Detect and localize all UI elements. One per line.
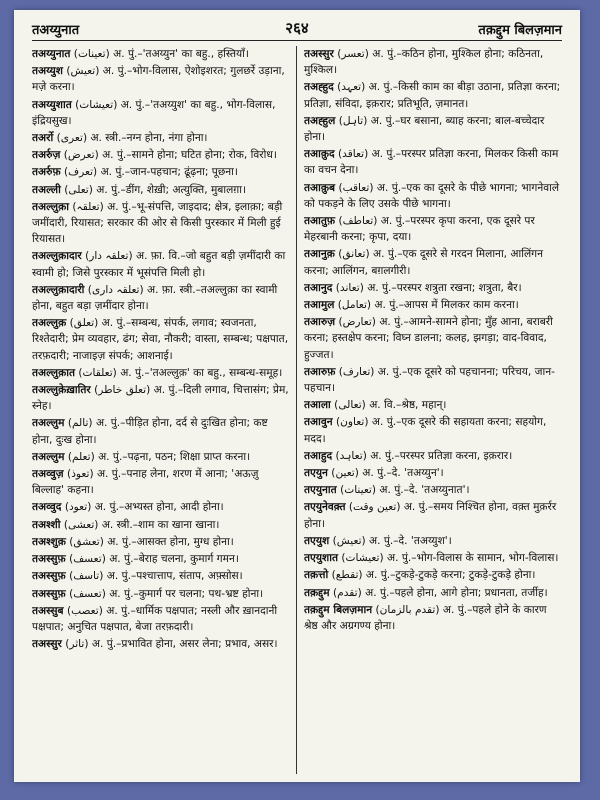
dictionary-entry <box>304 314 562 363</box>
entry-headword: तअर्रुज़ <box>32 149 61 162</box>
entry-urdu-spelling: (تعیش) <box>66 65 100 78</box>
entry-headword: तएयुन <box>304 467 328 480</box>
entry-headword: तअय्युश <box>32 65 63 78</box>
entry-definition: अ. पुं.–दे. 'तअय्युनात'। <box>379 484 470 497</box>
entry-headword: तअल्लुक़ा <box>32 200 69 213</box>
entry-definition: अ. पुं.–बेराह चलना, कुमार्ग गमन। <box>109 553 239 566</box>
entry-urdu-spelling: (تعشی) <box>63 518 99 531</box>
entry-definition: अ. पुं.–सम्बन्ध, संपर्क, लगाव; स्वजनता, रिश्तेदारी; प्रेम व्यवहार, ढंग; सेवा, नौकरी; वास्ता, सम्बन्ध; पक्षपात, तरफ़दारी; नाजाइज़ संपर्क; आशनाई। <box>32 317 289 362</box>
left-column <box>32 46 290 774</box>
entry-definition: अ. पुं.–एक दूसरे को पहचानना; परिचय, जान-पहचान। <box>304 365 555 395</box>
entry-urdu-spelling: (تعاہد) <box>335 449 367 462</box>
entry-urdu-spelling: (تعارف) <box>338 365 375 378</box>
entry-headword: तएयुनेवक़्त <box>304 501 346 514</box>
dictionary-entry <box>304 213 562 245</box>
dictionary-entry <box>304 448 562 464</box>
entry-definition: अ. पुं.–परस्पर प्रतिज्ञा करना, मिलकर किसी काम का वचन देना। <box>304 148 559 177</box>
entry-urdu-spelling: (تعصب) <box>66 604 103 617</box>
entry-headword: तआनुक़ <box>304 248 335 261</box>
entry-definition: अ. पुं.–प्रभावित होना, असर लेना; प्रभाव, असर। <box>91 638 278 651</box>
entry-headword: तअह्हुद <box>304 81 334 94</box>
entry-definition: अ. पुं.–धार्मिक पक्षपात; नस्ली और ख़ानदानी पक्षपात; अनुचित पक्षपात, बेजा तरफ़दारी। <box>32 604 278 633</box>
entry-definition: अ. पुं.–एक का दूसरे के पीछे भागना; भागनेवाले को पकड़ने के लिए उसके पीछे भागना। <box>304 181 560 210</box>
entry-definition: अ. पुं.–'तअय्युन' का बहु., हस्तियाँ। <box>113 48 249 60</box>
dictionary-page <box>14 10 580 782</box>
entry-urdu-spelling: (تعہد) <box>337 81 366 94</box>
dictionary-entry <box>304 482 562 498</box>
entry-definition: अ. पुं.–आपस में मिलकर काम करना। <box>374 299 519 312</box>
entry-definition: अ. पुं.–किसी काम का बीड़ा उठाना, प्रतिज्ञा करना; प्रतिज्ञा, संविदा, इक़रार; प्रतिभूति, ज़मानत। <box>304 81 561 110</box>
dictionary-entry <box>32 315 290 364</box>
dictionary-entry <box>32 147 290 163</box>
dictionary-entry <box>304 79 562 111</box>
entry-definition: अ. पुं.–परस्पर शत्रुता रखना; शत्रुता, बैर। <box>367 281 522 294</box>
entry-urdu-spelling: (تاثر) <box>65 638 89 651</box>
entry-headword: तएयुनात <box>304 484 337 497</box>
entry-definition: अ. पुं.–अभ्यस्त होना, आदी होना। <box>94 501 224 514</box>
dictionary-entry <box>32 282 290 314</box>
dictionary-entry <box>32 97 290 129</box>
entry-definition: अ. पुं.–पीड़ित होना, दर्द से दुःखित होना; कष्ट होना, दुःख होना। <box>32 417 268 446</box>
entry-definition: अ. पुं.–आसक्त होना, मुग्ध होना। <box>107 535 234 548</box>
dictionary-entry <box>32 63 290 95</box>
entry-definition: अ. पुं.–टुकड़े-टुकड़े करना; टुकड़े-टुकड़े होना। <box>365 569 536 582</box>
entry-headword: तअल्लुक़ादारी <box>32 283 85 296</box>
entry-urdu-spelling: (تعسف) <box>69 553 106 566</box>
entry-headword: तअव्वुज़ <box>32 468 64 481</box>
entry-definition: अ. पुं.–पढ़ना, पठन; शिक्षा प्राप्त करना। <box>98 450 251 463</box>
dictionary-entry <box>32 603 290 635</box>
entry-urdu-spelling: (تعانق) <box>338 248 370 261</box>
entry-headword: तअस्सुब <box>32 604 64 617</box>
entry-urdu-spelling: (تعینات) <box>340 484 377 497</box>
entry-urdu-spelling: (تعیشات) <box>341 552 384 565</box>
entry-definition: अ. पुं.–समय निश्चित होना, वक़्त मुक़र्रर होना। <box>304 501 557 530</box>
entry-definition: अ. पुं.–घर बसाना, ब्याह करना; बाल-बच्चेदार होना। <box>304 114 545 144</box>
entry-urdu-spelling: (تقدم) <box>333 586 362 599</box>
dictionary-entry <box>304 602 562 634</box>
entry-headword: तएयुश <box>304 534 330 547</box>
entry-headword: तआनुद <box>304 281 333 294</box>
dictionary-entry <box>32 130 290 146</box>
entry-urdu-spelling: (تعوذ) <box>67 468 94 481</box>
entry-definition: अ. फ़ा. वि.–जो बहुत बड़ी ज़मींदारी का स्वामी हो; जिसे पुरस्कार में भूसंपत्ति मिली हो। <box>32 250 286 279</box>
dictionary-entry <box>304 246 562 278</box>
entry-definition: अ. पुं.–डींग, शेख़ी; अत्युक्ति, मुबालग़ा। <box>96 183 246 196</box>
entry-urdu-spelling: (تعاقد) <box>338 148 369 161</box>
entry-definition: अ. पुं.–पहले होने के कारण श्रेष्ठ और अग्रगण्य होना। <box>304 603 547 632</box>
entry-urdu-spelling: (تاہل) <box>338 114 368 127</box>
entry-urdu-spelling: (تعاند) <box>335 281 364 294</box>
entry-urdu-spelling: (تعری) <box>56 132 88 145</box>
entry-urdu-spelling: (تعود) <box>64 501 92 514</box>
entry-headword: तअस्सुर <box>32 638 62 651</box>
dictionary-entry <box>32 164 290 180</box>
dictionary-entry <box>304 280 562 296</box>
dictionary-entry <box>32 586 290 602</box>
dictionary-entry <box>304 585 562 601</box>
entry-headword: तअह्हुल <box>304 114 336 127</box>
right-column <box>304 46 562 774</box>
entry-urdu-spelling: (تقدم بالزمان) <box>375 603 440 616</box>
entry-definition: अ. पुं.–दिली लगाव, चित्तासंग; प्रेम, स्नेह। <box>32 384 289 413</box>
entry-headword: तअल्लुम <box>32 417 65 430</box>
dictionary-entry <box>32 517 290 533</box>
entry-urdu-spelling: (تعلق) <box>69 317 99 330</box>
entry-headword: तआतुफ़ <box>304 215 336 228</box>
entry-headword: तअश्शुक़ <box>32 535 66 548</box>
dictionary-entry <box>32 466 290 498</box>
entry-urdu-spelling: (تعلم) <box>67 450 95 463</box>
entry-definition: अ. पुं.–सामने होना; घटित होना; रोक, विरोध। <box>102 149 277 162</box>
entry-definition: अ. फ़ा. स्त्री.–तअल्लुक़ा का स्वामी होना, बहुत बड़ा ज़मींदार होना। <box>32 283 278 313</box>
entry-urdu-spelling: (تعامل) <box>337 299 372 312</box>
dictionary-entry <box>32 636 290 652</box>
entry-urdu-spelling: (تعیشات) <box>75 98 118 111</box>
entry-definition: अ. पुं.–आमने-सामने होना; मुँह आना, बराबरी करना; हस्तक्षेप करना; विघ्न डालना; कलह, झगड़ा; वाद-विवाद, हुज्जत। <box>304 316 553 361</box>
entry-urdu-spelling: (تقطع) <box>331 569 363 582</box>
dictionary-entry <box>32 365 290 381</box>
dictionary-entry <box>304 180 562 212</box>
dictionary-entry <box>304 550 562 566</box>
dictionary-entry <box>32 199 290 248</box>
dictionary-entry <box>304 364 562 396</box>
entry-definition: अ. पुं.–एक दूसरे की सहायता करना; सहयोग, मदद। <box>304 416 547 445</box>
entry-headword: तआवुन <box>304 416 333 429</box>
entry-headword: तअल्लुक़ेख़ातिर <box>32 384 91 397</box>
entry-definition: अ. पुं.–भोग-विलास के सामान, भोग-विलास। <box>386 552 559 565</box>
entry-urdu-spelling: (تعین) <box>331 467 359 480</box>
dictionary-entry <box>304 414 562 446</box>
dictionary-entry <box>32 415 290 447</box>
entry-definition: अ. पुं.–परस्पर कृपा करना, एक दूसरे पर मेहरबानी करना; कृपा, दया। <box>304 215 535 244</box>
entry-headword: तअल्लुम <box>32 450 65 463</box>
entry-headword: तअल्लुक़ात <box>32 366 76 379</box>
entry-urdu-spelling: (تعاقب) <box>338 181 374 194</box>
entry-urdu-spelling: (تعاون) <box>336 416 369 429</box>
entry-headword: तक़द्दुम <box>304 586 330 599</box>
entry-definition: अ. स्त्री.–शाम का खाना खाना। <box>101 518 220 531</box>
entry-urdu-spelling: (تاسف) <box>69 570 104 583</box>
entry-definition: अ. वि.–श्रेष्ठ, महान्। <box>369 399 447 412</box>
dictionary-entry <box>32 382 290 414</box>
entry-headword: तअय्युशात <box>32 98 72 111</box>
entry-definition: अ. पुं.–दे. 'तअय्युन'। <box>362 467 444 480</box>
dictionary-entry <box>32 182 290 198</box>
entry-headword: तअर्रो <box>32 132 54 145</box>
entry-headword: तआरुफ़ <box>304 365 336 378</box>
dictionary-entry <box>32 534 290 550</box>
header-left-guide-word: तअय्युनात <box>32 23 80 38</box>
entry-definition: अ. पुं.–परस्पर प्रतिज्ञा करना, इक़रार। <box>370 449 513 462</box>
entry-headword: तआला <box>304 399 331 412</box>
entry-definition: अ. पुं.–जान-पहचान; ढूंढ़ना; पूछना। <box>100 166 238 179</box>
entry-headword: तअव्वुद <box>32 501 62 514</box>
dictionary-entry <box>32 46 290 62</box>
entry-urdu-spelling: (تعرض) <box>63 149 99 162</box>
entry-urdu-spelling: (تعلقہ) <box>72 200 104 213</box>
dictionary-entry <box>304 297 562 313</box>
entry-urdu-spelling: (تعلق خاطر) <box>94 384 151 397</box>
dictionary-entry <box>32 248 290 280</box>
entry-definition: अ. स्त्री.–नग्न होना, नंगा होना। <box>90 132 208 145</box>
entry-headword: तअल्लुक़ादार <box>32 250 82 263</box>
entry-urdu-spelling: (تعین وقت) <box>348 501 401 514</box>
entry-headword: तअय्युनात <box>32 48 71 60</box>
entry-headword: तअस्सुफ़ <box>32 570 66 583</box>
entry-definition: अ. पुं.–पनाह लेना, शरण में आना; 'अऊज़ु बिल्लाह' कहना। <box>32 468 259 497</box>
page-header <box>32 16 562 41</box>
entry-urdu-spelling: (تالم) <box>67 417 93 430</box>
dictionary-entry <box>32 499 290 515</box>
entry-urdu-spelling: (تعلقات) <box>78 366 117 379</box>
entry-urdu-spelling: (تعلی) <box>64 183 93 196</box>
entry-urdu-spelling: (تعشق) <box>69 535 104 548</box>
entry-headword: तआमुल <box>304 299 335 312</box>
entry-definition: अ. पुं.–भू-संपत्ति, जाइदाद; क्षेत्र, इलाक़ा; बड़ी जमींदारी, रियासत; सरकार की ओर से किसी पुरस्कार में मिली हुई रियासत। <box>32 200 283 246</box>
entry-headword: तअल्लुक़ <box>32 317 67 330</box>
entry-headword: तअस्सुफ़ <box>32 553 66 566</box>
dictionary-entry <box>304 567 562 583</box>
dictionary-entry <box>304 533 562 549</box>
dictionary-entry <box>304 499 562 531</box>
entry-headword: तअर्रुफ़ <box>32 166 61 179</box>
entry-definition: अ. पुं.–पश्चात्ताप, संताप, अफ़्सोस। <box>106 570 243 583</box>
entry-definition: अ. पुं.–कठिन होना, मुश्किल होना; कठिनता, मुश्किल। <box>304 48 544 77</box>
entry-headword: तएयुशात <box>304 552 339 565</box>
entry-headword: तअस्सुफ़ <box>32 587 66 600</box>
entry-urdu-spelling: (تعلقہ دار) <box>85 250 133 263</box>
entry-headword: तअश्शी <box>32 518 61 531</box>
entry-headword: तक़द्दुम बिलज़मान <box>304 603 373 616</box>
entry-definition: अ. पुं.–भोग-विलास, ऐशोइशरत; गुलछर्रे उड़ाना, मज़े करना। <box>32 65 285 94</box>
entry-urdu-spelling: (تعیش) <box>332 534 366 547</box>
dictionary-entry <box>304 397 562 413</box>
page-number: २६४ <box>285 19 309 37</box>
entry-definition: अ. पुं.–कुमार्ग पर चलना; पथ-भ्रष्ट होना। <box>109 587 264 600</box>
dictionary-entry <box>304 113 562 145</box>
entry-urdu-spelling: (تعرف) <box>64 166 98 179</box>
dictionary-entry <box>32 568 290 584</box>
entry-headword: तआक़ुब <box>304 181 336 194</box>
entry-definition: अ. पुं.–दे. 'तअय्युश'। <box>369 534 452 547</box>
entry-definition: अ. पुं.–पहले होना, आगे होना; प्रधानता, तर्जीह। <box>365 586 548 599</box>
dictionary-entry <box>304 146 562 178</box>
entry-urdu-spelling: (تعاطف) <box>338 215 378 228</box>
entry-urdu-spelling: (تعارض) <box>338 316 376 329</box>
entry-urdu-spelling: (تعالی) <box>334 399 366 412</box>
entry-headword: तअल्ली <box>32 183 61 196</box>
entry-headword: तआरुज़ <box>304 316 336 329</box>
entry-headword: तअस्सुर <box>304 48 334 60</box>
dictionary-entry <box>32 449 290 465</box>
entry-headword: तआहुद <box>304 449 333 462</box>
dictionary-entry <box>304 465 562 481</box>
header-right-guide-word: तक़द्दुम बिलज़मान <box>478 23 562 38</box>
entry-urdu-spelling: (تعلقہ داری) <box>87 283 144 296</box>
entry-urdu-spelling: (تعسر) <box>337 48 369 60</box>
entry-headword: तआक़ुद <box>304 148 335 161</box>
column-divider <box>296 46 297 774</box>
entry-definition: अ. पुं.–'तअय्युश' का बहु., भोग-विलास, इंद्रियसुख। <box>32 98 276 127</box>
entry-definition: अ. पुं.–एक दूसरे से गरदन मिलाना, आलिंगन करना; आलिंगन, बग़लगीरी। <box>304 248 544 277</box>
dictionary-entry <box>304 46 562 78</box>
entry-urdu-spelling: (تعینات) <box>73 48 110 60</box>
entry-urdu-spelling: (تعسف) <box>69 587 106 600</box>
dictionary-entry <box>32 551 290 567</box>
entry-headword: तक़त्तो <box>304 569 329 582</box>
entry-definition: अ. पुं.–'तअल्लुक़' का बहु., सम्बन्ध-समूह। <box>120 366 283 379</box>
